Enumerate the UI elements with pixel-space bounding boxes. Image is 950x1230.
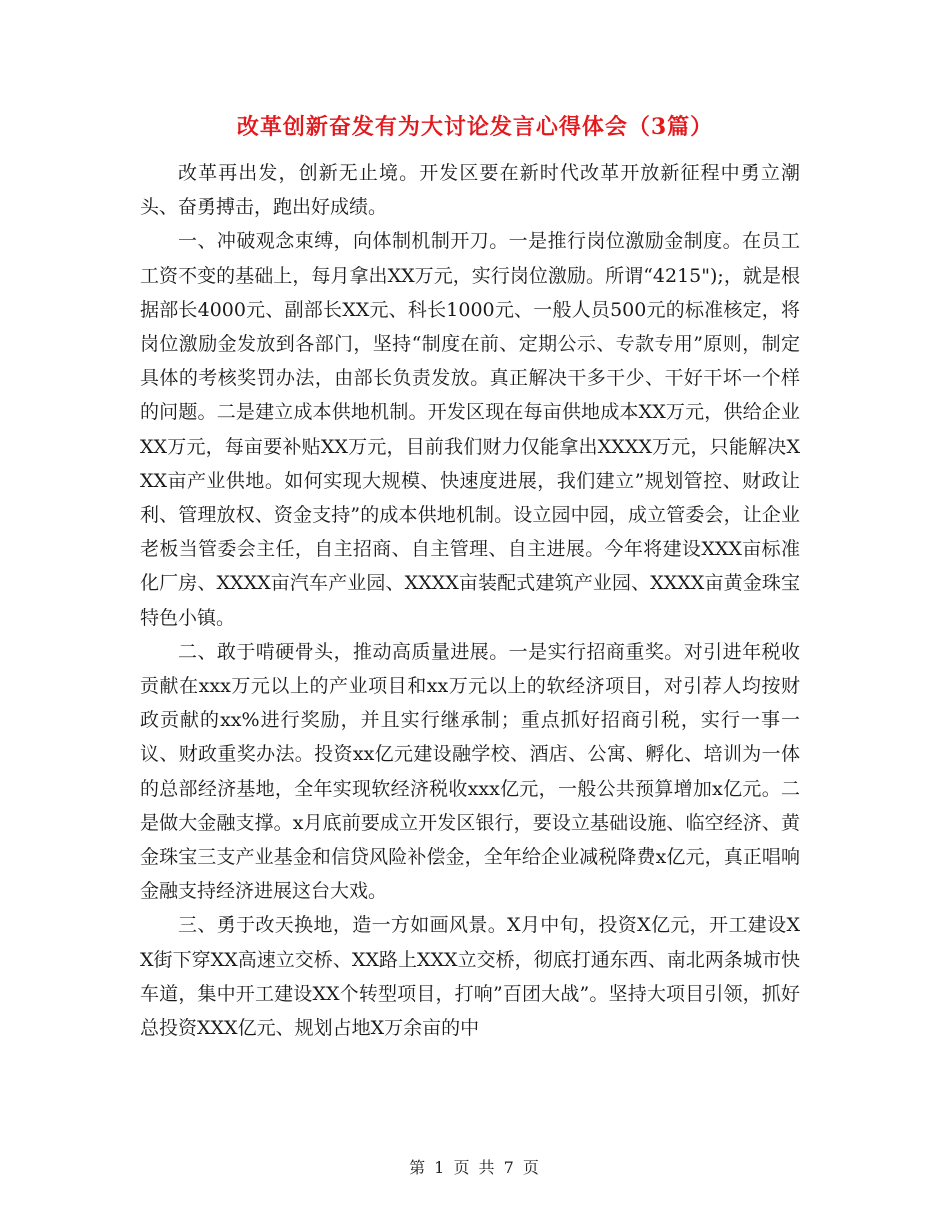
paragraph-section-2: 二、敢于啃硬骨头，推动高质量进展。一是实行招商重奖。对引进年税收贡献在xxx万元以上的产业项目和xx万元以上的软经济项目，对引荐人均按财政贡献的xx%进行奖励，并且实行继承制；重点抓好招商引税，实行一事一议、财政重奖办法。投资xx亿元建设融学校、酒店、公寓、孵化、培训为一体的总部经济基地，全年实现软经济税收xxx亿元，一般公共预算增加x亿元。二是做大金融支撑。x月底前要成立开发区银行，要设立基础设施、临空经济、黄金珠宝三支产业基金和信贷风险补偿金，全年给企业减税降费x亿元，真正唱响金融支持经济进展这台大戏。 <box>140 640 800 903</box>
page-number-footer: 第 1 页 共 7 页 <box>409 1158 541 1177</box>
paragraph-intro: 改革再出发，创新无止境。开发区要在新时代改革开放新征程中勇立潮头、奋勇搏击，跑出好成绩。 <box>140 162 800 219</box>
document-body <box>140 156 800 1045</box>
paragraph-section-3: 三、勇于改天换地，造一方如画风景。X月中旬，投资X亿元，开工建设XX街下穿XX高速立交桥、XX路上XXX立交桥，彻底打通东西、南北两条城市快车道，集中开工建设XX个转型项目，打响”百团大战”。坚持大项目引领，抓好总投资XXX亿元、规划占地X万余亩的中 <box>140 914 800 1040</box>
paragraph-section-1: 一、冲破观念束缚，向体制机制开刀。一是推行岗位激励金制度。在员工工资不变的基础上，每月拿出XX万元，实行岗位激励。所谓“4215");，就是根据部长4000元、副部长XX元、科长1000元、一般人员500元的标准核定，将岗位激励金发放到各部门，坚持“制度在前、定期公示、专款专用”原则，制定具体的考核奖罚办法，由部长负责发放。真正解决干多干少、干好干坏一个样的问题。二是建立成本供地机制。开发区现在每亩供地成本XX万元，供给企业XX万元，每亩要补贴XX万元，目前我们财力仅能拿出XXXX万元，只能解决XXX亩产业供地。如何实现大规模、快速度进展，我们建立”规划管控、财政让利、管理放权、资金支持”的成本供地机制。设立园中园，成立管委会，让企业老板当管委会主任，自主招商、自主管理、自主进展。今年将建设XXX亩标准化厂房、XXXX亩汽车产业园、XXXX亩装配式建筑产业园、XXXX亩黄金珠宝特色小镇。 <box>140 230 800 629</box>
document-title: 改革创新奋发有为大讨论发言心得体会（3篇） <box>236 114 714 140</box>
